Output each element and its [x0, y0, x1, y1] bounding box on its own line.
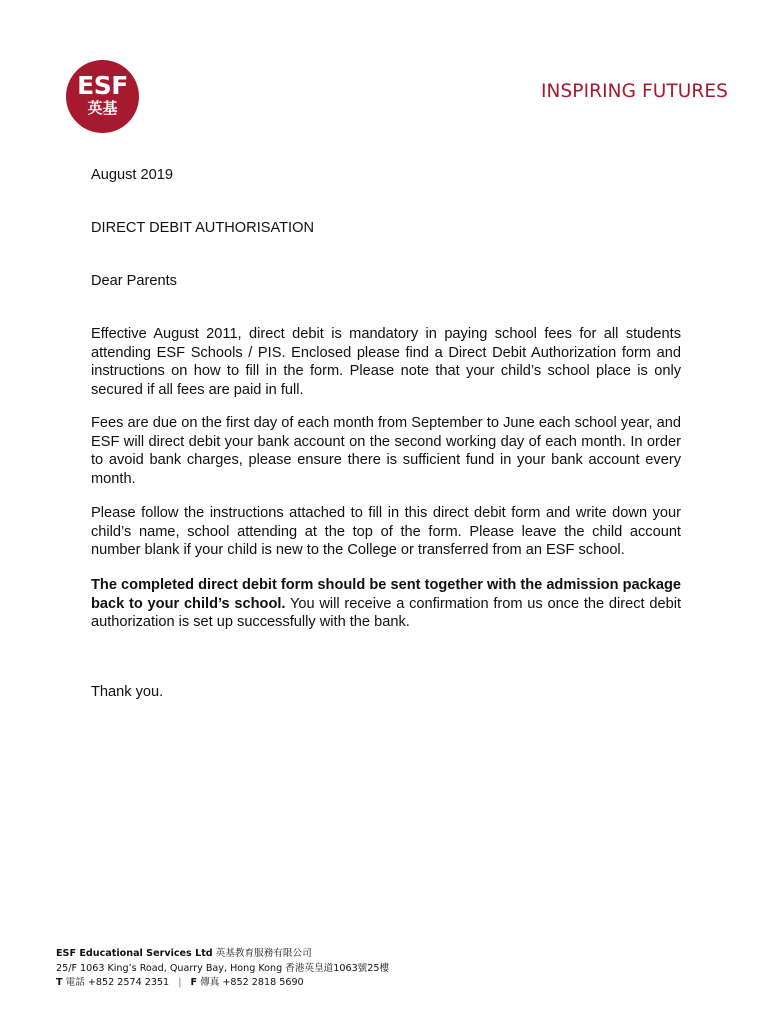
- logo-text-zh: 英基: [87, 99, 118, 117]
- letter-subject: [91, 219, 681, 238]
- fax-number: +852 2818 5690: [222, 977, 304, 988]
- paragraph-4-text: [91, 576, 681, 632]
- paragraph-2: [91, 414, 681, 488]
- fax-label-zh: 傳真: [200, 977, 220, 988]
- tel-number: +852 2574 2351: [87, 977, 170, 988]
- footer-company: [56, 947, 389, 962]
- company-name-en: ESF Educational Services Ltd: [56, 948, 213, 959]
- tagline: INSPIRING FUTURES: [540, 81, 728, 102]
- fax-label: F: [190, 977, 198, 988]
- company-name-zh: 英基教育服務有限公司: [215, 948, 312, 959]
- tel-label-zh: 電話: [65, 977, 85, 988]
- contact-separator: |: [178, 977, 182, 988]
- paragraph-1-text: Effective August 2011, direct debit is mandatory in paying school fees for all students attending ESF Schools / PIS. Enclosed please find a Direct Debit Authorization form and instructions on how to fill in the form. Please note that your child’s school place is only secured if all fees are paid in full.: [91, 326, 681, 398]
- salutation-text: Dear Parents: [91, 273, 177, 289]
- address-en: 25/F 1063 King’s Road, Quarry Bay, Hong Kong: [56, 962, 283, 974]
- tel-label: T: [56, 977, 63, 988]
- paragraph-2-text: Fees are due on the first day of each month from September to June each school year, and ESF will direct debit your bank account on the second working day of each month. In order to avoid bank charges, please ensure there is sufficient fund in your bank account every month.: [91, 415, 681, 487]
- address-zh: 香港英皇道1063號25樓: [285, 962, 390, 974]
- paragraph-4: [91, 576, 681, 632]
- paragraph-1: [91, 325, 681, 399]
- paragraph-4-rest: You will receive a confirmation from us once the direct debit authorization is set up successfully with the bank.: [91, 595, 681, 630]
- footer: [56, 947, 389, 991]
- letter-date: [91, 166, 681, 185]
- letter-salutation: [91, 272, 681, 291]
- letter-closing: [91, 683, 681, 702]
- esf-logo: [66, 60, 139, 133]
- paragraph-4-bold: The completed direct debit form should be sent together with the admission package back to your child’s school.: [91, 577, 681, 612]
- footer-contact: [56, 976, 389, 991]
- subject-text: DIRECT DEBIT AUTHORISATION: [91, 220, 314, 236]
- paragraph-3: [91, 504, 681, 560]
- logo-text-en: ESF: [77, 71, 128, 100]
- paragraph-3-text: Please follow the instructions attached to fill in this direct debit form and write down your child’s name, school attending at the top of the form. Please leave the child account number blank if your child is new to the College or transferred from an ESF school.: [91, 505, 681, 558]
- date-text: August 2019: [91, 167, 173, 183]
- closing-text: Thank you.: [91, 684, 164, 700]
- footer-address: [56, 962, 389, 977]
